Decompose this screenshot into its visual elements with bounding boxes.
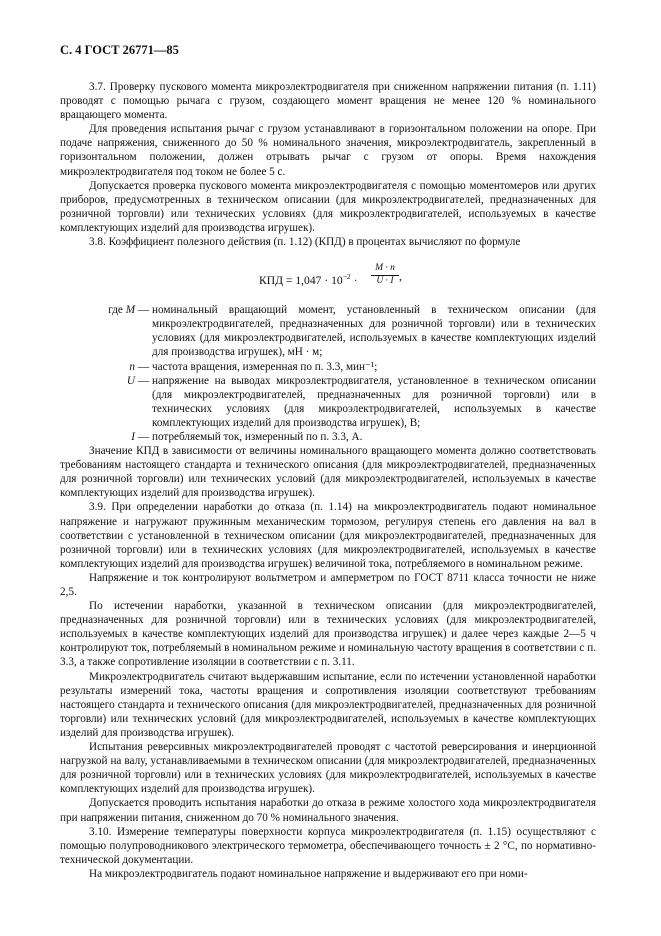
paragraph-3-7: 3.7. Проверку пускового момента микроэлектродвигателя при сниженном напряжении питания (п. 1.11) проводят с помощью рычага с грузом, создающего момент вращения не менее 120 % номинального вращающего момента. [60,81,596,122]
formula-fraction [371,263,399,287]
formula-left: КПД = $1,047 \cdot 10^{-2}$ · [259,272,358,287]
page-header: С. 4 ГОСТ 26771—85 [60,43,179,57]
paragraph: Напряжение и ток контролируют вольтметром и амперметром по ГОСТ 8711 класса точности не ниже 2,5. [60,571,596,598]
document-body [60,80,596,881]
definition-row: U — напряжение на выводах микроэлектродвигателя, установленное в техническом описании (для микроэлектродвигателей, предназначенных для розничной торговли) или в технических условиях (для микроэлектродвигателей, используемых в качестве комплектующих изделий для производства игрушек), В; [126,374,596,429]
paragraph: По истечении наработки, указанной в техническом описании (для микроэлектродвигателей, предназначенных для розничной торговли) или в технических условиях (для микроэлектродвигателей, используемых в качестве комплектующих изделий для производства игрушек) и далее через каждые 2—5 ч контролируют ток, потребляемый в номинальном режиме и номинальную частоту вращения в соответствии с п. 3.3, а также сопротивление изоляции в соответствии с п. 3.11. [60,600,596,669]
paragraph: Для проведения испытания рычаг с грузом устанавливают в горизонтальном положении на опоре. При подаче напряжения, сниженного до 50 % номинального значения, микроэлектродвигатель, закрепленный в горизонтальном положении, должен отрывать рычаг с грузом от опоры. Время нахождения микроэлектродвигателя под током не более 5 с. [60,123,596,178]
paragraph: Испытания реверсивных микроэлектродвигателей проводят с частотой реверсирования и инерционной нагрузкой на валу, устанавливаемыми в техническом описании (для микроэлектродвигателей, предназначенных для розничной торговли) или в технических условиях (для микроэлектродвигателей, используемых в качестве комплектующих изделий для производства игрушек). [60,741,596,796]
efficiency-formula [60,263,596,291]
definition-row: I — потребляемый ток, измеренный по п. 3.3, А. [60,430,596,444]
paragraph-3-8: 3.8. Коэффициент полезного действия (п. 1.12) (КПД) в процентах вычисляют по формуле [89,236,521,249]
definition-row: где M — номинальный вращающий момент, установленный в техническом описании (для микроэлектродвигателей, предназначенных для розничной торговли) или в технических условиях (для микроэлектродвигателей, используемых в качестве комплектующих изделий для производства игрушек), мН · м; [108,304,596,359]
paragraph: Допускается проводить испытания наработки до отказа в режиме холостого хода микроэлектродвигателя при напряжении питания, сниженном до 70 % номинального значения. [60,797,596,824]
symbol: n [129,360,136,373]
paragraph-3-9: 3.9. При определении наработки до отказа (п. 1.14) на микроэлектродвигатель подают номинальное напряжение и нагружают пружинным механическим тормозом, регулируя степень его давления на вал в соответствии с установленной в техническом описании (для микроэлектродвигателей, предназначенных для розничной торговли) или в технических условиях (для микроэлектродвигателей, используемых в качестве комплектующих изделий для производства игрушек) величиной тока, потребляемого в номинальном режиме. [60,501,596,570]
formula-denominator: U · I [376,276,394,287]
definition-text: потребляемый ток, измеренный по п. 3.3, А. [152,430,363,443]
formula-comma: , [399,270,402,284]
paragraph: Допускается проверка пускового момента микроэлектродвигателя с помощью моментомеров или других приборов, предусмотренных в техническом описании (для микроэлектродвигателей, предназначенных для розничной торговли) или технических условиях (для микроэлектродвигателей, используемых в качестве комплектующих изделий для производства игрушек). [60,179,596,234]
symbol-definitions [60,303,596,444]
definition-row: n — частота вращения, измеренная по п. 3.3, мин⁻¹; [60,360,596,374]
paragraph-3-10: 3.10. Измерение температуры поверхности корпуса микроэлектродвигателя (п. 1.15) осуществляют с помощью полупроводникового электрического термометра, обеспечивающего точность ± 2 °С, по нормативно-технической документации. [60,825,596,866]
symbol: M [125,304,136,317]
symbol: U [126,374,136,387]
paragraph: На микроэлектродвигатель подают номинальное напряжение и выдерживают его при номи- [89,867,528,880]
definition-text: напряжение на выводах микроэлектродвигателя, установленное в техническом описании (для микроэлектродвигателей, предназначенных для розничной торговли) или в технических условиях (для микроэлектродвигателей, используемых в качестве комплектующих изделий для производства игрушек), В; [152,374,596,429]
formula-numerator: M · n [371,263,399,276]
symbol: I [131,430,136,443]
paragraph: Значение КПД в зависимости от величины номинального вращающего момента должно соответствовать требованиям настоящего стандарта и технического описания (для микроэлектродвигателей, предназначенных для розничной торговли) или технических условий (для микроэлектродвигателей, используемых в качестве комплектующих изделий для производства игрушек). [60,445,596,500]
paragraph: Микроэлектродвигатель считают выдержавшим испытание, если по истечении установленной наработки результаты измерений тока, частоты вращения и сопротивления изоляции соответствуют требованиям настоящего стандарта и технического описания (для микроэлектродвигателей, предназначенных для розничной торговли) или технических условий (для микроэлектродвигателей, используемых в качестве комплектующих изделий для производства игрушек). [60,670,596,739]
definition-text: частота вращения, измеренная по п. 3.3, мин⁻¹; [152,360,378,373]
definition-text: номинальный вращающий момент, установленный в техническом описании (для микроэлектродвигателей, предназначенных для розничной торговли) или в технических условиях (для микроэлектродвигателей, используемых в качестве комплектующих изделий для производства игрушек), мН · м; [152,304,596,359]
